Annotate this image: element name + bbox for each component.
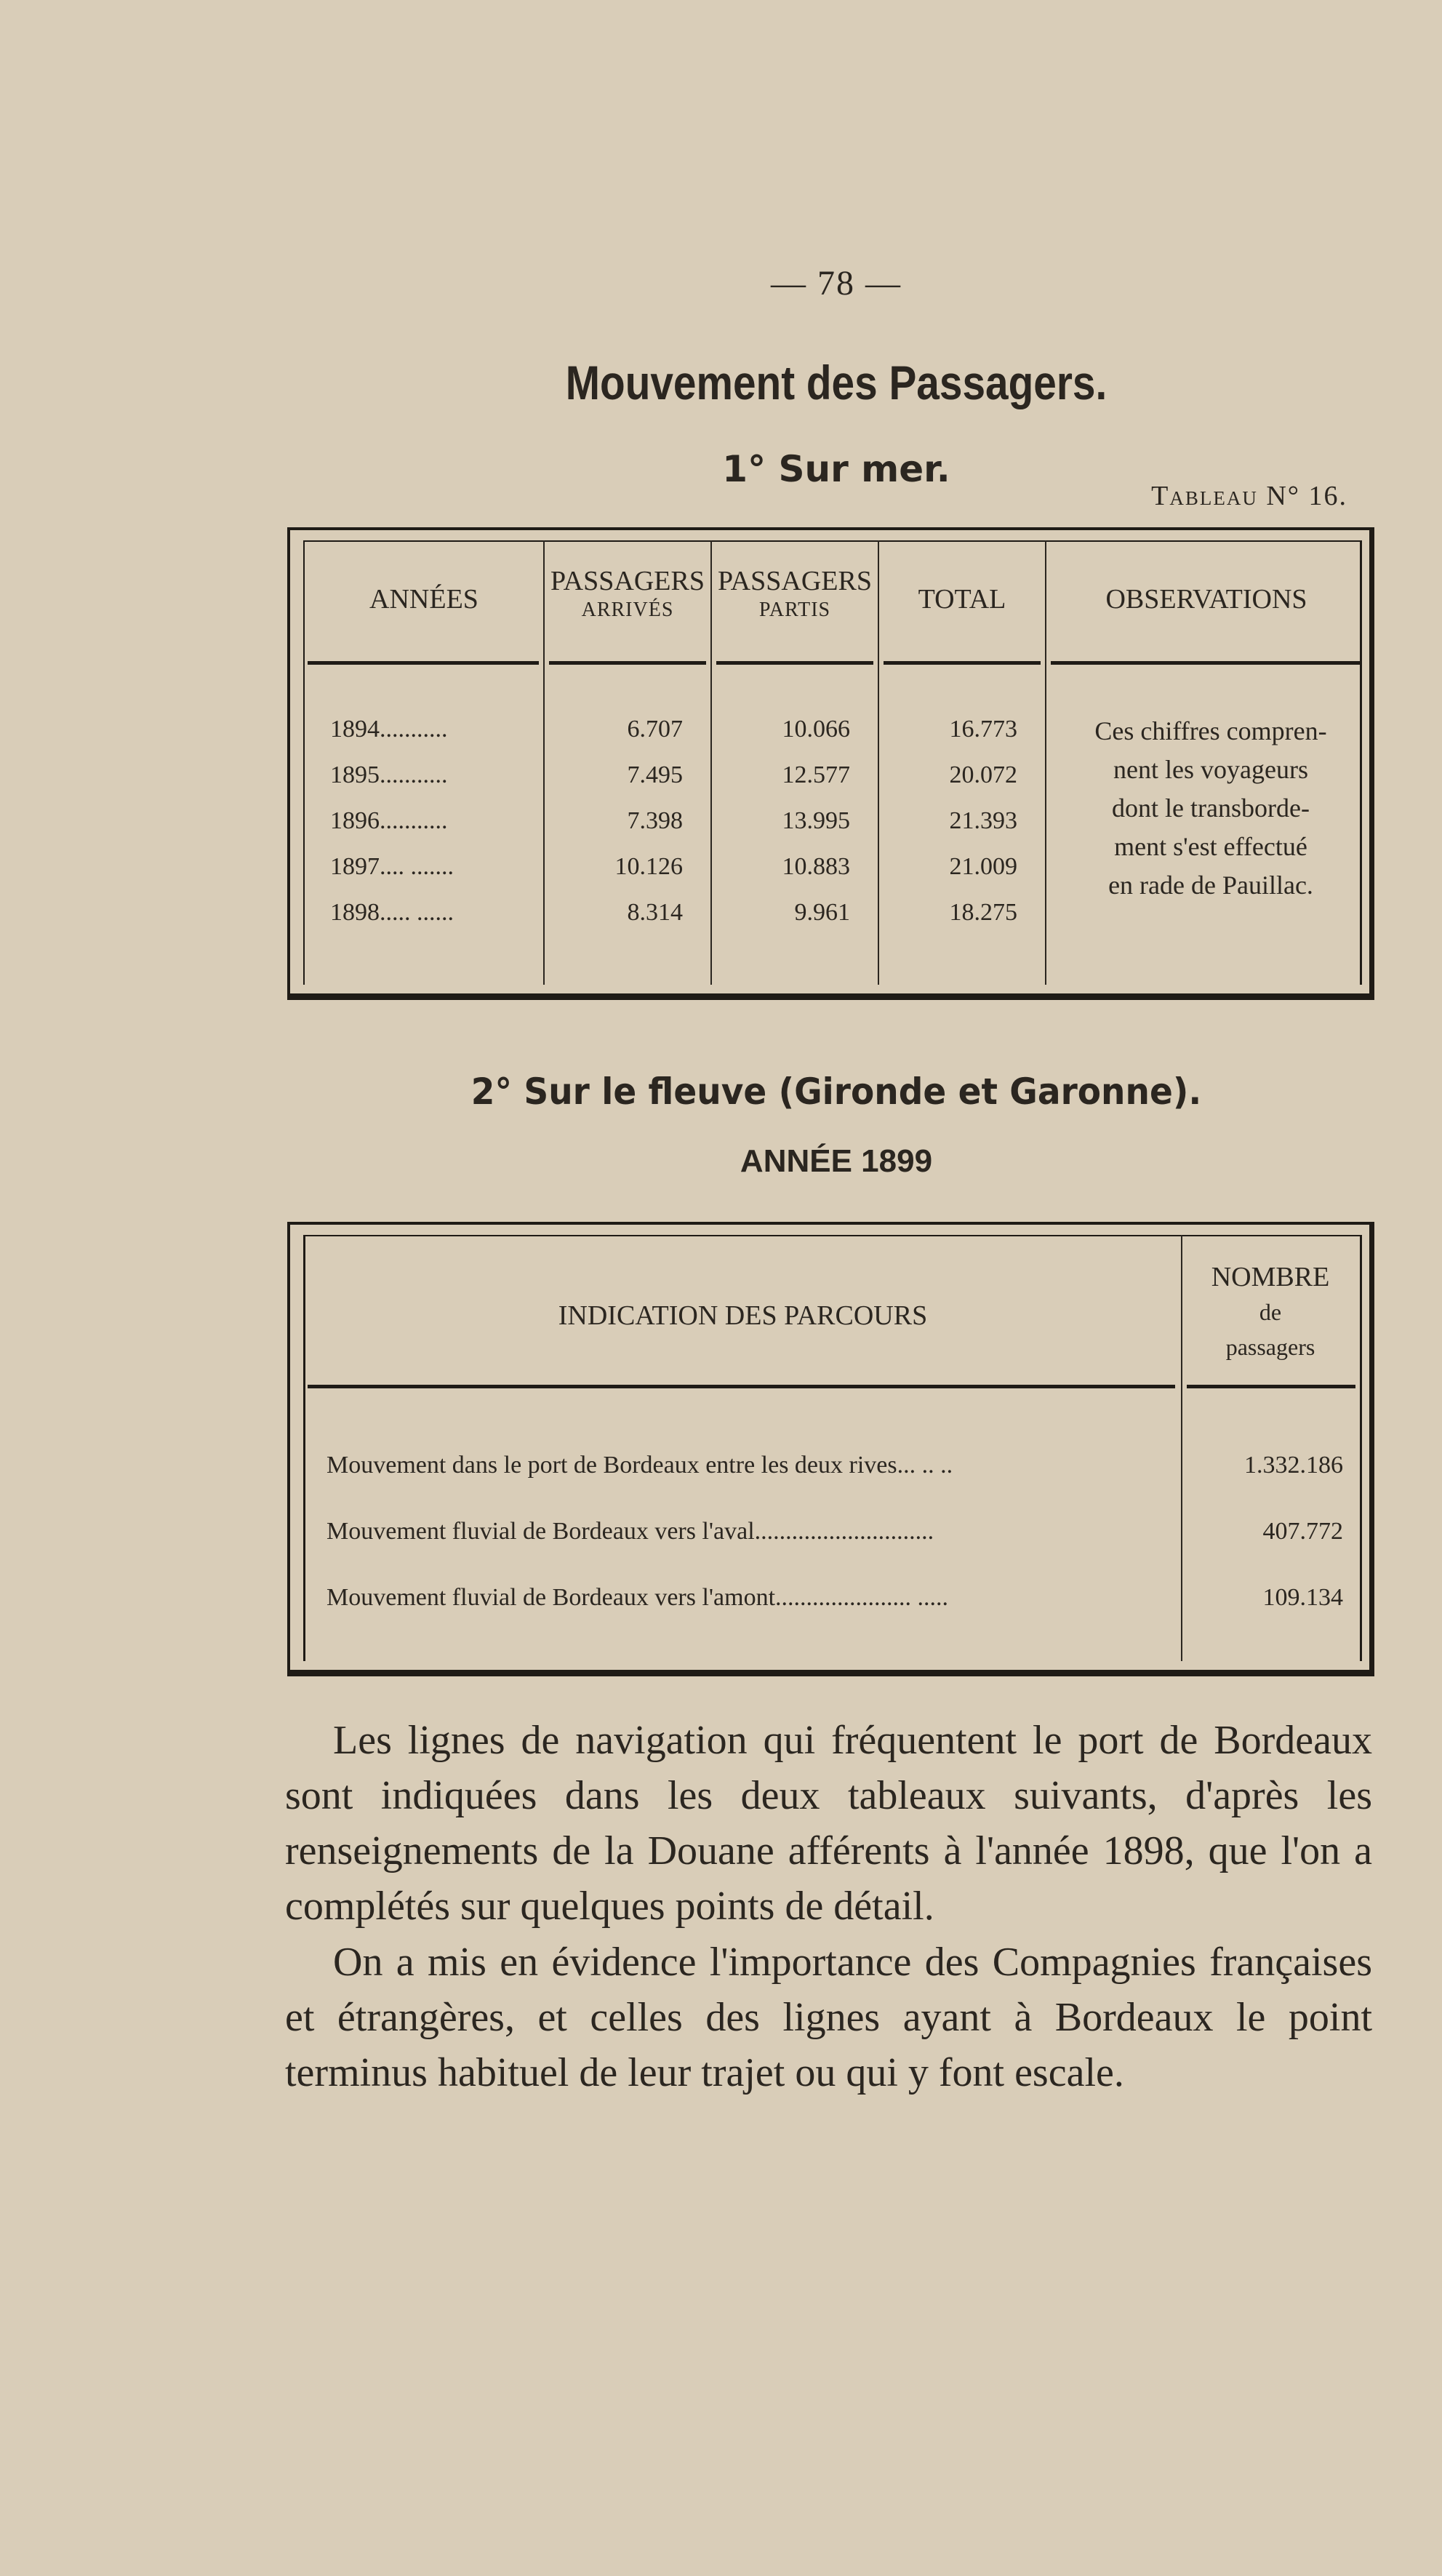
header-passagers-partis (712, 567, 878, 625)
header-passagers-arrives (545, 567, 710, 625)
observations-note (1065, 712, 1356, 905)
observation-line: Ces chiffres compren- (1094, 716, 1327, 745)
route-label: Mouvement fluvial de Bordeaux vers l'aval............................. (327, 1518, 934, 1545)
route-label: Mouvement fluvial de Bordeaux vers l'amont...................... ..... (327, 1584, 949, 1611)
observation-line: ment s'est effectué (1114, 832, 1307, 861)
section1-heading: 1° Sur mer. (722, 448, 950, 490)
header-rule (308, 1385, 1175, 1388)
partis-cell: 10.883 (782, 853, 850, 880)
route-label: Mouvement dans le port de Bordeaux entre les deux rives... .. .. (327, 1452, 953, 1479)
total-cell: 20.072 (949, 761, 1017, 788)
header-rule (1051, 661, 1362, 665)
header-nombre-passagers: passagers (1225, 1334, 1315, 1360)
observation-line: nent les voyageurs (1113, 755, 1308, 784)
total-cell: 18.275 (949, 899, 1017, 926)
arrives-cell: 6.707 (627, 716, 683, 743)
header-annees: ANNÉES (369, 584, 478, 615)
observation-line: en rade de Pauillac. (1108, 871, 1313, 900)
header-rule (716, 661, 873, 665)
arrives-cell: 10.126 (614, 853, 683, 880)
header-arrives-sub: ARRIVÉS (581, 599, 674, 621)
header-rule (308, 661, 539, 665)
partis-cell: 10.066 (782, 716, 850, 743)
route-value: 109.134 (1262, 1584, 1343, 1611)
partis-cell: 9.961 (794, 899, 850, 926)
header-indication: INDICATION DES PARCOURS (558, 1300, 928, 1331)
year-cell: 1897.... ....... (330, 853, 454, 880)
arrives-cell: 7.495 (627, 761, 683, 788)
page-number: — 78 — (771, 264, 902, 303)
header-nombre (1183, 1260, 1358, 1364)
year-cell: 1898..... ...... (330, 899, 454, 926)
paragraph: Les lignes de navigation qui fréquentent le port de Bordeaux sont indiquées dans les deux tableaux suivants, d'après les renseignements de la Douane afférents à l'année 1898, que l'on a complétés sur quelques points de détail. (285, 1718, 1372, 1929)
total-cell: 16.773 (949, 716, 1017, 743)
header-rule (1187, 1385, 1355, 1388)
year-heading: ANNÉE 1899 (740, 1143, 933, 1179)
paragraph: On a mis en évidence l'importance des Compagnies françaises et étrangères, et celles des lignes ayant à Bordeaux le point terminus habituel de leur trajet ou qui y font escale. (285, 1940, 1372, 2095)
partis-cell: 13.995 (782, 807, 850, 834)
header-nombre-de: de (1259, 1299, 1282, 1325)
year-cell: 1894........... (330, 716, 448, 743)
arrives-cell: 8.314 (627, 899, 683, 926)
route-value: 1.332.186 (1244, 1452, 1343, 1479)
header-nombre-top: NOMBRE (1211, 1262, 1330, 1292)
observation-line: dont le transborde- (1112, 793, 1310, 823)
partis-cell: 12.577 (782, 761, 850, 788)
total-cell: 21.009 (949, 853, 1017, 880)
section2-heading: 2° Sur le fleuve (Gironde et Garonne). (470, 1071, 1202, 1113)
header-rule (884, 661, 1041, 665)
tableau-label: Tableau N° 16. (1151, 481, 1347, 511)
header-partis-sub: PARTIS (758, 599, 831, 621)
table-sur-le-fleuve (287, 1222, 1374, 1676)
header-rule (549, 661, 706, 665)
header-arrives-top: PASSAGERS (550, 566, 705, 596)
header-observations: OBSERVATIONS (1105, 584, 1307, 615)
column-divider (1181, 1235, 1182, 1661)
year-cell: 1896........... (330, 807, 448, 834)
header-total: TOTAL (918, 584, 1006, 615)
total-cell: 21.393 (949, 807, 1017, 834)
arrives-cell: 7.398 (627, 807, 683, 834)
table-sur-mer (287, 527, 1374, 1000)
page-title: Mouvement des Passagers. (565, 356, 1107, 409)
year-cell: 1895........... (330, 761, 448, 788)
route-value: 407.772 (1262, 1518, 1343, 1545)
header-partis-top: PASSAGERS (718, 566, 872, 596)
